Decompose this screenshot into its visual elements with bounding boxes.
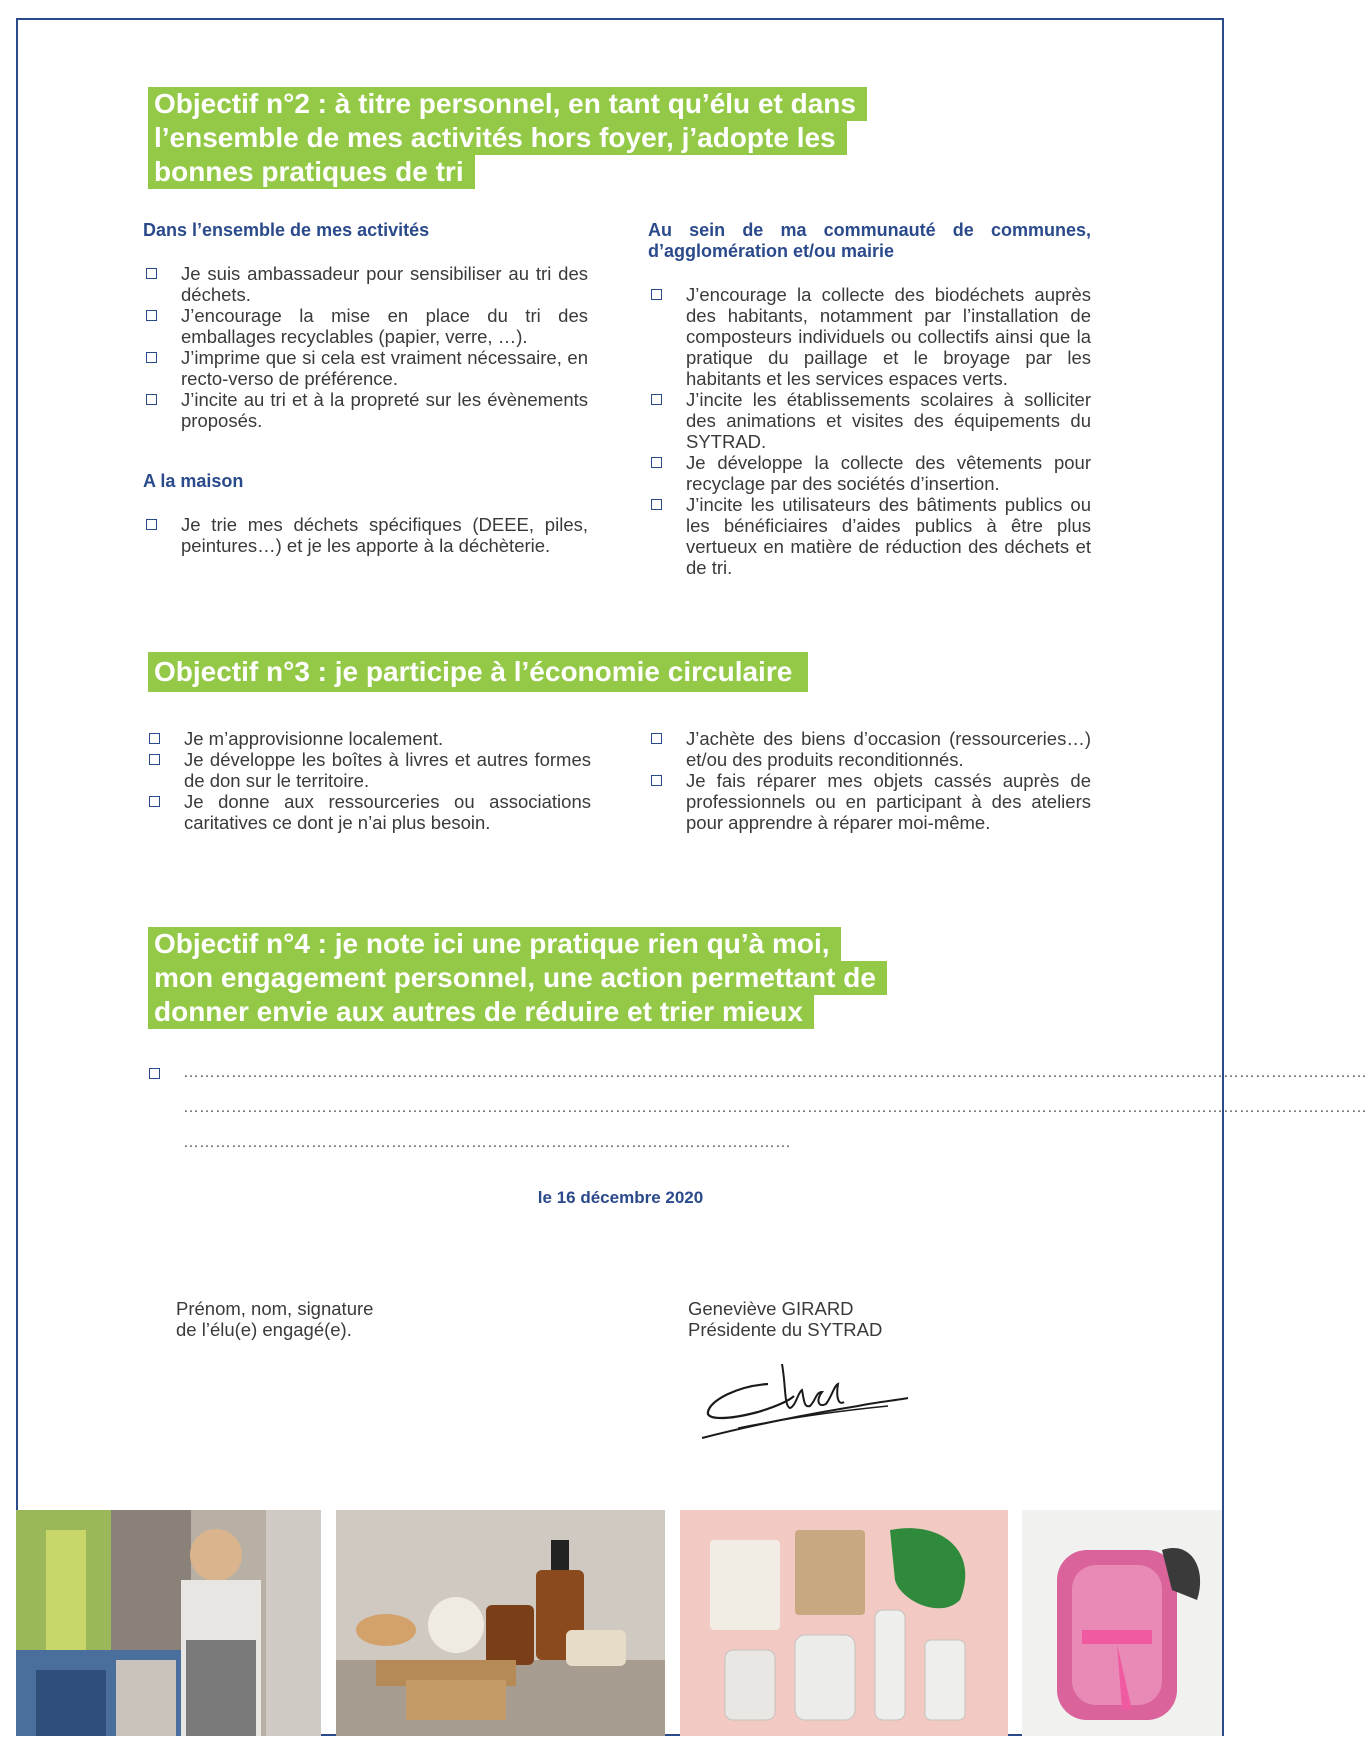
banner-line: Objectif n°3 : je participe à l’économie circulaire — [148, 652, 808, 692]
list-item[interactable]: J’encourage la collecte des biodéchets auprès des habitants, notamment par l’installation de composteurs individuels ou collectifs ainsi que la pratique du paillage et le broyage par les habitants et les services espaces verts. — [648, 284, 1091, 389]
list-item[interactable]: J’incite les établissements scolaires à solliciter des animations et visites des équipements du SYTRAD. — [648, 389, 1091, 452]
list-item[interactable]: J’achète des biens d’occasion (ressourceries…) et/ou des produits reconditionnés. — [648, 728, 1091, 770]
checkbox-icon[interactable] — [146, 519, 157, 530]
objective-3-banner — [148, 652, 808, 692]
list-item[interactable]: Je suis ambassadeur pour sensibiliser au tri des déchets. — [143, 263, 588, 305]
activities-heading: Dans l’ensemble de mes activités — [143, 220, 430, 240]
list-item[interactable]: Je fais réparer mes objets cassés auprès de professionnels ou en participant à des ateliers pour apprendre à réparer moi-même. — [648, 770, 1091, 833]
home-list — [143, 514, 588, 556]
list-item[interactable]: Je développe la collecte des vêtements pour recyclage par des sociétés d’insertion. — [648, 452, 1091, 494]
list-item[interactable]: Je donne aux ressourceries ou associations caritatives ce dont je n’ai plus besoin. — [146, 791, 591, 833]
checkbox-icon[interactable] — [146, 268, 157, 279]
fill-in-line[interactable]: …………………………………………………………………………………………………………………………………………………………………………………………………… — [183, 1099, 1367, 1116]
circular-left-list — [146, 728, 591, 833]
fill-in-line[interactable]: …………………………………………………………………………………………………… — [183, 1134, 791, 1151]
activities-list — [143, 263, 588, 431]
banner-line: Objectif n°2 : à titre personnel, en tant qu’élu et dans — [148, 87, 867, 121]
objective-4-banner — [148, 927, 887, 1029]
list-item[interactable]: Je développe les boîtes à livres et autres formes de don sur le territoire. — [146, 749, 591, 791]
banner-line: donner envie aux autres de réduire et trier mieux — [148, 995, 814, 1029]
handwritten-signature — [698, 1356, 913, 1446]
objective-2-banner — [148, 87, 867, 189]
date-text: le 16 décembre 2020 — [537, 1188, 704, 1207]
checkbox-icon[interactable] — [651, 499, 662, 510]
banner-line: Objectif n°4 : je note ici une pratique rien qu’à moi, — [148, 927, 841, 961]
community-heading: Au sein de ma communauté de communes, d’agglomération et/ou mairie — [648, 220, 1091, 261]
signatory-left: Prénom, nom, signature de l’élu(e) engagé(e). — [176, 1298, 374, 1340]
list-item[interactable]: J’encourage la mise en place du tri des emballages recyclables (papier, verre, …). — [143, 305, 588, 347]
banner-line: bonnes pratiques de tri — [148, 155, 475, 189]
checkbox-icon[interactable] — [149, 754, 160, 765]
checkbox-icon[interactable] — [651, 457, 662, 468]
list-item[interactable]: J’imprime que si cela est vraiment nécessaire, en recto-verso de préférence. — [143, 347, 588, 389]
checkbox-icon[interactable] — [651, 733, 662, 744]
checkbox-icon[interactable] — [651, 394, 662, 405]
checkbox-icon[interactable] — [146, 352, 157, 363]
checkbox-icon[interactable] — [149, 1068, 160, 1079]
list-item[interactable]: J’incite au tri et à la propreté sur les évènements proposés. — [143, 389, 588, 431]
zero-waste-bathroom-photo — [336, 1510, 665, 1736]
checkbox-icon[interactable] — [651, 289, 662, 300]
list-item[interactable]: J’incite les utilisateurs des bâtiments publics ou les bénéficiaires d’aides publics à être plus vertueux en matière de réduction des déchets et de tri. — [648, 494, 1091, 578]
circular-right-list — [648, 728, 1091, 833]
fill-in-line[interactable]: …………………………………………………………………………………………………………………………………………………………………………………………………… — [183, 1064, 1367, 1081]
checkbox-icon[interactable] — [149, 796, 160, 807]
signatory-right: Geneviève GIRARD Présidente du SYTRAD — [688, 1298, 883, 1340]
banner-line: mon engagement personnel, une action permettant de — [148, 961, 887, 995]
fabric-roll-photo — [1022, 1510, 1222, 1736]
list-item[interactable]: Je trie mes déchets spécifiques (DEEE, piles, peintures…) et je les apporte à la déchèterie. — [143, 514, 588, 556]
list-item[interactable]: Je m’approvisionne localement. — [146, 728, 591, 749]
checkbox-icon[interactable] — [149, 733, 160, 744]
home-heading: A la maison — [143, 471, 244, 491]
checkbox-icon[interactable] — [651, 775, 662, 786]
community-list — [648, 284, 1091, 578]
recycling-bins-photo — [16, 1510, 321, 1736]
reusable-bags-jars-photo — [680, 1510, 1008, 1736]
checkbox-icon[interactable] — [146, 394, 157, 405]
banner-line: l’ensemble de mes activités hors foyer, j’adopte les — [148, 121, 847, 155]
checkbox-icon[interactable] — [146, 310, 157, 321]
